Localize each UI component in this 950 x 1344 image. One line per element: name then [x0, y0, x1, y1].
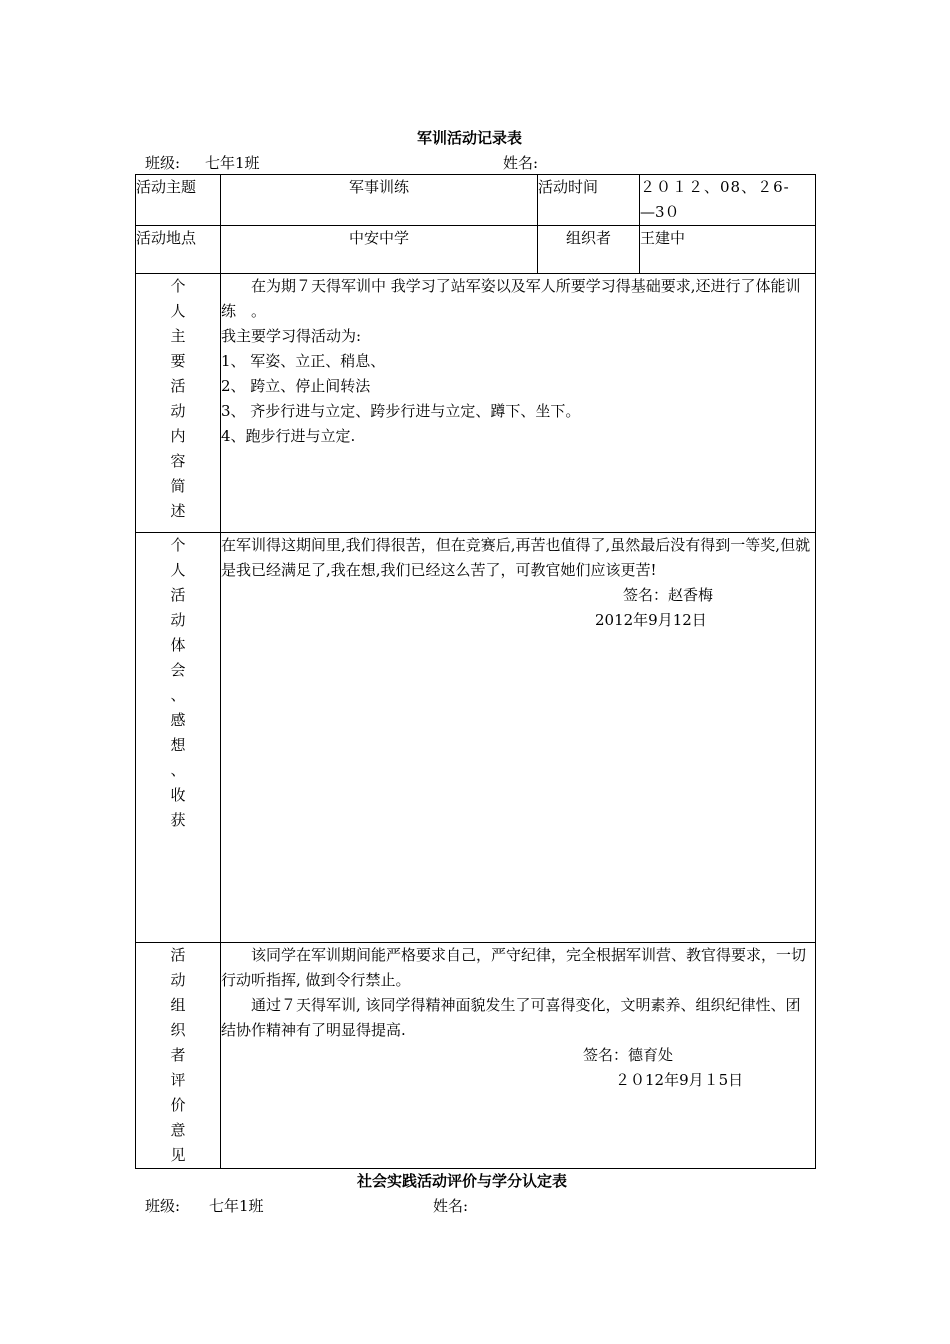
place-value: 中安中学	[221, 226, 538, 274]
feeling-row	[136, 533, 816, 943]
content-label-char: 内	[170, 427, 186, 445]
feeling-label-char: 获	[170, 811, 186, 829]
theme-label: 活动主题	[136, 175, 221, 226]
feeling-label-char: 活	[170, 586, 186, 604]
time-value-line1: ２０１２、08、２6-	[640, 178, 790, 196]
feeling-label-char: 会	[170, 661, 186, 679]
content-body	[221, 274, 816, 533]
content-label-char: 主	[170, 327, 186, 345]
evaluation-paragraph: 该同学在军训期间能严格要求自己，严守纪律，完全根据军训营、教官得要求，一切行动听指挥, 做到令行禁止。	[221, 946, 807, 989]
time-label: 活动时间	[538, 175, 640, 226]
organizer-value: 王建中	[640, 226, 816, 274]
evaluation-signature: 签名：德育处	[583, 1046, 674, 1064]
second-class-value: 七年1班	[209, 1197, 264, 1215]
feeling-text: 在军训得这期间里,我们得很苦，但在竞赛后,再苦也值得了,虽然最后没有得到一等奖,但就是我已经满足了,我在想,我们已经这么苦了，可教官她们应该更苦!	[221, 536, 811, 579]
feeling-label-char: 人	[170, 561, 186, 579]
content-item: 3、 齐步行进与立定、跨步行进与立定、蹲下、坐下。	[221, 402, 581, 420]
place-label: 活动地点	[136, 226, 221, 274]
feeling-label-char: 体	[170, 636, 186, 654]
feeling-vertical-label	[136, 533, 221, 943]
feeling-label-char: 想	[170, 736, 186, 754]
content-item: 1、 军姿、立正、稍息、	[221, 352, 386, 370]
evaluation-label-char: 者	[170, 1046, 186, 1064]
content-label-char: 简	[170, 477, 186, 495]
class-label: 班级:	[145, 154, 181, 172]
feeling-signature: 签名：赵香梅	[623, 586, 714, 604]
feeling-body	[221, 533, 816, 943]
feeling-date: 2012年9月12日	[595, 611, 707, 629]
theme-value: 军事训练	[221, 175, 538, 226]
second-title: 社会实践活动评价与学分认定表	[357, 1172, 568, 1190]
page-title: 军训活动记录表	[417, 129, 523, 147]
content-label-char: 动	[170, 402, 186, 420]
content-label-char: 述	[170, 502, 186, 520]
evaluation-label-char: 价	[170, 1096, 186, 1114]
evaluation-vertical-label	[136, 943, 221, 1169]
evaluation-label-char: 意	[170, 1121, 186, 1139]
feeling-label-char: 感	[170, 711, 186, 729]
time-value-line2: —3０	[640, 203, 680, 221]
content-label-char: 容	[170, 452, 186, 470]
evaluation-row	[136, 943, 816, 1169]
evaluation-paragraph: 通过７天得军训, 该同学得精神面貌发生了可喜得变化，文明素养、组织纪律性、团结协作精神有了明显得提高.	[221, 996, 801, 1039]
evaluation-label-char: 组	[170, 996, 186, 1014]
organizer-label: 组织者	[538, 226, 640, 274]
content-intro: 我主要学习得活动为:	[221, 327, 362, 345]
evaluation-label-char: 织	[170, 1021, 186, 1039]
theme-row	[136, 175, 816, 226]
evaluation-label-char: 评	[170, 1071, 186, 1089]
name-label: 姓名:	[503, 154, 539, 172]
record-table	[135, 174, 816, 1169]
feeling-label-char: 动	[170, 611, 186, 629]
evaluation-date: ２０12年9月１5日	[615, 1071, 744, 1089]
place-row	[136, 226, 816, 274]
second-class-label: 班级:	[145, 1197, 181, 1215]
content-item: 2、 跨立、停止间转法	[221, 377, 371, 395]
content-label-char: 要	[170, 352, 186, 370]
feeling-label-char: 、	[170, 761, 186, 779]
time-value	[640, 175, 816, 226]
evaluation-body	[221, 943, 816, 1169]
content-row	[136, 274, 816, 533]
content-label-char: 人	[170, 302, 186, 320]
content-label-char: 活	[170, 377, 186, 395]
feeling-label-char: 、	[170, 686, 186, 704]
content-paragraph: 在为期７天得军训中 我学习了站军姿以及军人所要学习得基础要求,还进行了体能训练 。	[221, 277, 801, 320]
second-name-label: 姓名:	[433, 1197, 469, 1215]
evaluation-label-char: 活	[170, 946, 186, 964]
evaluation-label-char: 动	[170, 971, 186, 989]
content-item: 4、跑步行进与立定.	[221, 427, 356, 445]
content-label-char: 个	[170, 277, 186, 295]
evaluation-label-char: 见	[170, 1146, 186, 1164]
feeling-label-char: 收	[170, 786, 186, 804]
feeling-label-char: 个	[170, 536, 186, 554]
content-vertical-label	[136, 274, 221, 533]
class-value: 七年1班	[205, 154, 260, 172]
